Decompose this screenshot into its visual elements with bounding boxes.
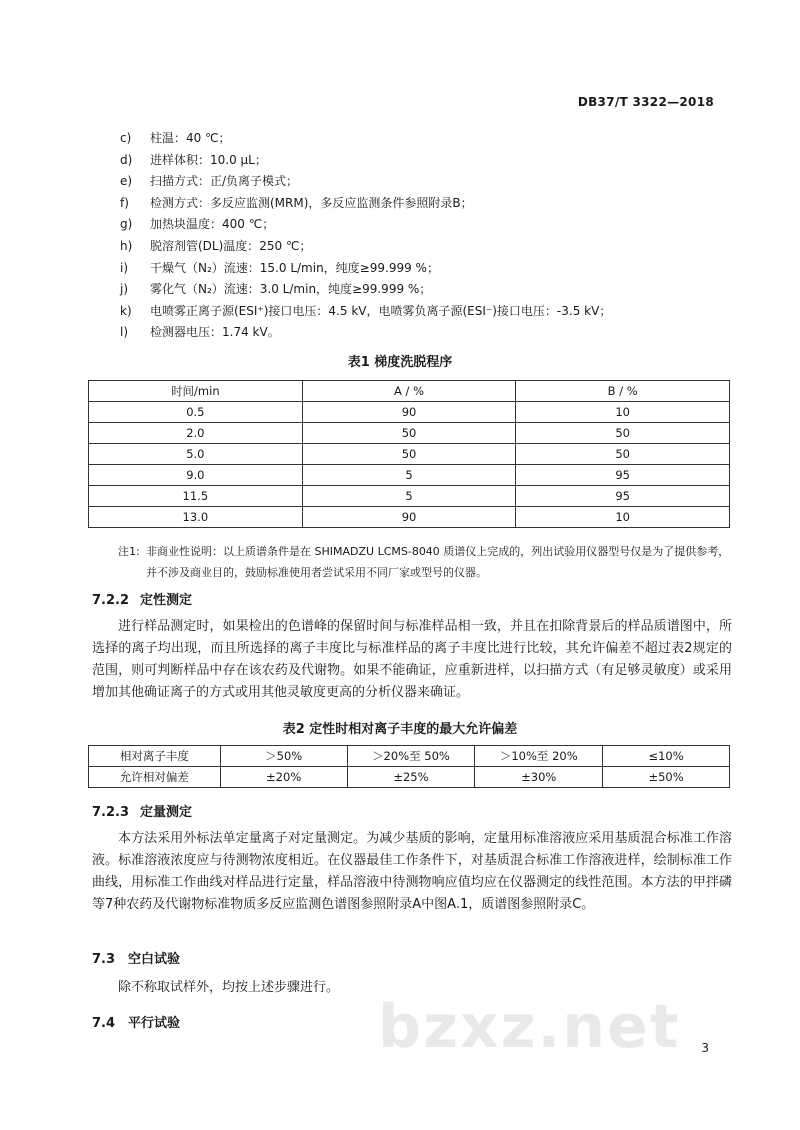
table-cell: 13.0 <box>89 507 303 528</box>
table-cell: 95 <box>516 465 730 486</box>
table-row <box>89 402 730 423</box>
note-text: 非商业性说明：以上质谱条件是在 SHIMADZU LCMS-8040 质谱仪上完成的，列出试验用仪器型号仅是为了提供参考，并不涉及商业目的，鼓励标准使用者尝试采用不同厂家或型号的仪器。 <box>146 545 730 579</box>
section-title: 定量测定 <box>140 805 193 820</box>
table-cell: 允许相对偏差 <box>89 767 221 788</box>
section-title: 定性测定 <box>140 593 193 608</box>
table-cell: 5 <box>302 486 516 507</box>
list-item: g) 加热块温度：400 ℃； <box>120 217 275 232</box>
list-item: f) 检测方式：多反应监测(MRM)，多反应监测条件参照附录B； <box>120 195 473 210</box>
table-row <box>89 746 730 767</box>
table-cell: ＞20%至 50% <box>347 746 475 767</box>
instrument-conditions-list <box>120 128 611 344</box>
section-number: 7.4 <box>92 1016 116 1031</box>
table-cell: 5 <box>302 465 516 486</box>
section-number: 7.3 <box>92 952 116 967</box>
table-cell: 50 <box>516 423 730 444</box>
table-cell: 5.0 <box>89 444 303 465</box>
table-cell: ±20% <box>220 767 347 788</box>
note-label: 注1: <box>118 545 140 558</box>
page-number: 3 <box>701 1041 709 1055</box>
list-item: l) 检测器电压：1.74 kV。 <box>120 325 280 340</box>
table-cell: ±50% <box>603 767 730 788</box>
section-number: 7.2.3 <box>92 805 130 820</box>
table-header-cell: A / % <box>302 381 516 402</box>
table-row <box>89 507 730 528</box>
table-header-row <box>89 381 730 402</box>
section-number: 7.2.2 <box>92 593 130 608</box>
table-cell: ＞50% <box>220 746 347 767</box>
list-item: k) 电喷雾正离子源(ESI⁺)接口电压：4.5 kV，电喷雾负离子源(ESI⁻)接口电压：-3.5 kV； <box>120 303 612 318</box>
table-row <box>89 465 730 486</box>
table-cell: 90 <box>302 507 516 528</box>
table-cell: 10 <box>516 507 730 528</box>
section-7-3-paragraph: 除不称取试样外，均按上述步骤进行。 <box>118 980 340 995</box>
watermark: bzxz.net <box>378 992 681 1062</box>
list-item: j) 雾化气（N₂）流速：3.0 L/min，纯度≥99.999 %； <box>120 282 432 297</box>
table-cell: 50 <box>302 423 516 444</box>
table-cell: 95 <box>516 486 730 507</box>
section-7-2-2-paragraph: 进行样品测定时，如果检出的色谱峰的保留时间与标准样品相一致，并且在扣除背景后的样品质谱图中，所选择的离子均出现，而且所选择的离子丰度比与标准样品的离子丰度比进行比较，其允许偏差不超过表2规定的范围，则可判断样品中存在该农药及代谢物。如果不能确证，应重新进样，以扫描方式（有足够灵敏度）或采用增加其他确证离子的方式或用其他灵敏度更高的分析仪器来确证。 <box>92 619 732 700</box>
section-7-3-heading <box>92 948 180 967</box>
section-7-4-heading <box>92 1012 180 1031</box>
table-cell: 50 <box>516 444 730 465</box>
section-7-2-2-heading <box>92 589 192 608</box>
table-row <box>89 444 730 465</box>
table-cell: 9.0 <box>89 465 303 486</box>
table-header-cell: B / % <box>516 381 730 402</box>
section-7-2-3-heading <box>92 801 192 820</box>
tolerance-table <box>88 745 730 788</box>
table-cell: 11.5 <box>89 486 303 507</box>
table-cell: ≤10% <box>603 746 730 767</box>
table-cell: ＞10%至 20% <box>475 746 603 767</box>
table-cell: ±30% <box>475 767 603 788</box>
list-item: h) 脱溶剂管(DL)温度：250 ℃； <box>120 238 312 253</box>
section-7-2-3-paragraph: 本方法采用外标法单定量离子对定量测定。为减少基质的影响，定量用标准溶液应采用基质混合标准工作溶液。标准溶液浓度应与待测物浓度相近。在仪器最佳工作条件下，对基质混合标准工作溶液进样，绘制标准工作曲线，用标准工作曲线对样品进行定量，样品溶液中待测物响应值均应在仪器测定的线性范围。本方法的甲拌磷等7种农药及代谢物标准物质多反应监测色谱图参照附录A中图A.1，质谱图参照附录C。 <box>92 831 732 912</box>
table-cell: ±25% <box>347 767 475 788</box>
list-item: i) 干燥气（N₂）流速：15.0 L/min，纯度≥99.999 %； <box>120 260 439 275</box>
table-cell: 2.0 <box>89 423 303 444</box>
section-title: 空白试验 <box>128 952 181 967</box>
table-header-cell: 时间/min <box>89 381 303 402</box>
list-item: d) 进样体积：10.0 μL； <box>120 152 267 167</box>
table-row <box>89 486 730 507</box>
table2-caption: 表2 定性时相对离子丰度的最大允许偏差 <box>282 722 518 737</box>
list-item: c) 柱温：40 ℃； <box>120 131 231 145</box>
table-cell: 10 <box>516 402 730 423</box>
table-row <box>89 767 730 788</box>
table-cell: 相对离子丰度 <box>89 746 221 767</box>
gradient-table <box>88 380 730 528</box>
table1-caption: 表1 梯度洗脱程序 <box>347 355 453 370</box>
table-cell: 50 <box>302 444 516 465</box>
table-note <box>118 541 738 583</box>
standard-code: DB37/T 3322—2018 <box>577 95 714 109</box>
table-cell: 90 <box>302 402 516 423</box>
section-title: 平行试验 <box>128 1016 181 1031</box>
table-row <box>89 423 730 444</box>
table-cell: 0.5 <box>89 402 303 423</box>
list-item: e) 扫描方式：正/负离子模式； <box>120 174 299 189</box>
